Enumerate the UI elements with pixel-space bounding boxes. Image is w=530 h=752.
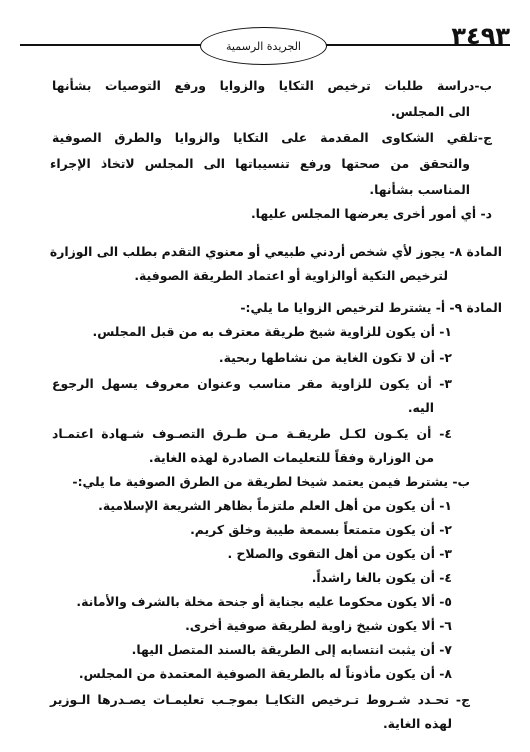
text-line: الى المجلس.: [390, 104, 470, 119]
text-line: ١- أن يكون للزاوية شيخ طريقة معترف به من قبل المجلس.: [92, 324, 452, 339]
text-line: ٣- أن يكون للزاوية مقر مناسب وعنوان معروف يسهل الرجوع: [52, 376, 452, 391]
text-line: المناسب بشأنها.: [369, 182, 470, 197]
text-line: ٥- ألا يكون محكوما عليه بجناية أو جنحة مخلة بالشرف والأمانة.: [76, 594, 452, 609]
text-line: لترخيص التكية أوالزاوية أو اعتماد الطريقة الصوفية.: [134, 268, 448, 283]
text-line: ٨- أن يكون مأذوناً له بالطريقة الصوفية المعتمدة من المجلس.: [78, 666, 452, 681]
text-line: ٢- أن يكون متمتعاً بسمعة طيبة وخلق كريم.: [190, 522, 452, 537]
text-line: ٤- أن يكـون لكـل طريقـة مـن طـرق التصـوف شـهادة اعتمـاد: [52, 426, 452, 441]
text-line: المادة ٩- أ- يشترط لترخيص الزوايا ما يلي:-: [240, 300, 502, 315]
text-line: ٦- ألا يكون شيخ زاوية لطريقة صوفية أخرى.: [185, 618, 452, 633]
journal-name-oval: [200, 27, 327, 65]
text-line: ٣- أن يكون من أهل التقوى والصلاح .: [227, 546, 452, 561]
text-line: من الوزارة وفقاً للتعليمات الصادرة لهذه الغاية.: [148, 450, 434, 465]
text-line: ٤- أن يكون بالغا راشداً.: [311, 570, 452, 585]
text-line: ٧- أن يثبت انتسابه إلى الطريقة بالسند المتصل اليها.: [131, 642, 452, 657]
text-line: ج-تلقي الشكاوى المقدمة على التكايا والزوايا والطرق الصوفية: [52, 130, 492, 145]
text-line: ج- تحـدد شـروط تـرخيص التكايـا بموجـب تعليمـات يصـدرها الـوزير: [50, 692, 470, 707]
page-number: ٣٤٩٣: [451, 22, 510, 50]
text-line: المادة ٨- يجوز لأي شخص أردني طبيعي أو معنوي التقدم بطلب الى الوزارة: [49, 244, 502, 259]
journal-name: الجريدة الرسمية: [226, 39, 301, 53]
text-line: د- أي أمور أخرى يعرضها المجلس عليها.: [250, 206, 492, 221]
text-line: ٢- أن لا تكون الغاية من نشاطها ربحية.: [218, 350, 452, 365]
text-line: ١- أن يكون من أهل العلم ملتزماً بظاهر الشريعة الإسلامية.: [98, 498, 452, 513]
text-line: ب- يشترط فيمن يعتمد شيخا لطريقة من الطرق الصوفية ما يلي:-: [72, 474, 470, 489]
text-line: اليه.: [407, 400, 434, 415]
text-line: ب-دراسة طلبات ترخيص التكايا والزوايا ورفع التوصيات بشأنها: [52, 78, 492, 93]
text-line: لهذه الغاية.: [382, 716, 452, 731]
text-line: والتحقق من صحتها ورفع تنسيباتها الى المجلس لاتخاذ الإجراء: [50, 156, 470, 171]
